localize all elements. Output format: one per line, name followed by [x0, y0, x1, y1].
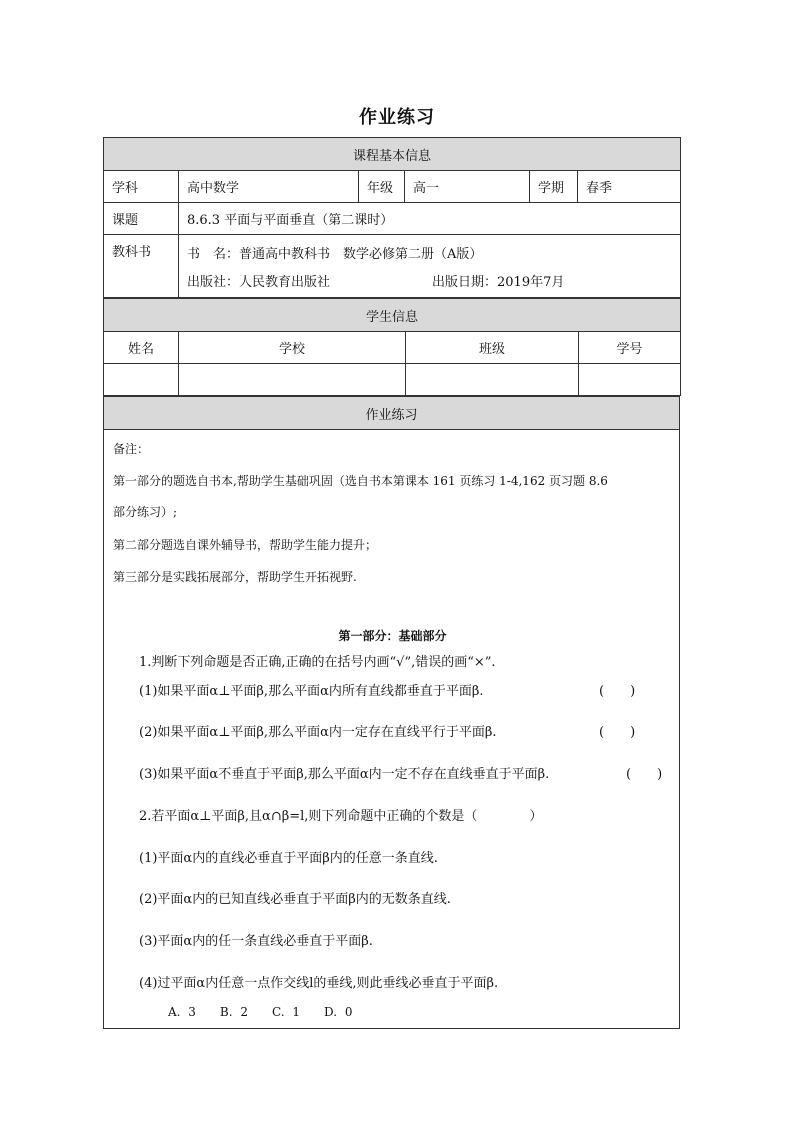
topic-label: 课题: [104, 203, 179, 235]
note-line-4: 第三部分是实践拓展部分，帮助学生开拓视野.: [113, 570, 357, 584]
student-info-header: 学生信息: [104, 299, 681, 332]
publish-date: 出版日期：2019年7月: [432, 274, 565, 290]
student-info-table: [103, 298, 681, 396]
course-info-header: 课程基本信息: [104, 138, 681, 171]
topic-value: 8.6.3 平面与平面垂直（第二课时）: [179, 203, 681, 235]
note-line-2: 部分练习）;: [113, 505, 178, 519]
q2-item-2: (2)平面α内的已知直线必垂直于平面β内的无数条直线.: [139, 892, 451, 907]
school-field[interactable]: [179, 364, 406, 396]
subject-label: 学科: [104, 171, 179, 203]
q1-item-3: (3)如果平面α不垂直于平面β,那么平面α内一定不存在直线垂直于平面β.: [139, 767, 550, 782]
note-heading: 备注：: [113, 442, 150, 456]
subject-value: 高中数学: [179, 171, 359, 203]
publisher: 出版社：人民教育出版社: [187, 274, 331, 290]
q2-item-3: (3)平面α内的任一条直线必垂直于平面β.: [139, 934, 373, 949]
q1-answer-bracket-2[interactable]: ( ): [599, 725, 636, 740]
homework-header: 作业练习: [104, 397, 680, 430]
q2-item-1: (1)平面α内的直线必垂直于平面β内的任意一条直线.: [139, 851, 438, 866]
textbook-info: [179, 235, 681, 298]
book-name: 书 名：普通高中教科书 数学必修第二册（A版）: [187, 246, 483, 262]
q2-item-4: (4)过平面α内任意一点作交线l的垂线,则此垂线必垂直于平面β.: [139, 976, 499, 991]
q1-stem: 1.判断下列命题是否正确,正确的在括号内画“√”,错误的画“×”.: [139, 655, 496, 670]
term-value: 春季: [578, 171, 681, 203]
q1-item-2: (2)如果平面α⊥平面β,那么平面α内一定存在直线平行于平面β.: [139, 725, 497, 740]
col-school: 学校: [179, 332, 406, 364]
name-field[interactable]: [104, 364, 179, 396]
course-info-table: [103, 137, 681, 298]
q2-options: A. 3 B. 2 C. 1 D. 0: [168, 1005, 353, 1019]
q1-answer-bracket-3[interactable]: ( ): [626, 767, 663, 782]
homework-table: [103, 396, 680, 1029]
homework-body: [104, 430, 680, 1029]
note-line-3: 第二部分题选自课外辅导书，帮助学生能力提升；: [113, 538, 378, 552]
col-name: 姓名: [104, 332, 179, 364]
note-line-1: 第一部分的题选自书本,帮助学生基础巩固（选自书本第课本 161 页练习 1-4,162 页习题 8.6: [113, 474, 608, 488]
part1-title: 第一部分：基础部分: [338, 629, 447, 643]
col-class: 班级: [406, 332, 579, 364]
grade-label: 年级: [359, 171, 405, 203]
term-label: 学期: [530, 171, 578, 203]
student-id-field[interactable]: [579, 364, 681, 396]
q2-stem: 2.若平面α⊥平面β,且α∩β=l,则下列命题中正确的个数是（ ）: [139, 809, 543, 824]
textbook-label: 教科书: [104, 235, 179, 298]
page-title: 作业练习: [359, 107, 435, 128]
grade-value: 高一: [405, 171, 530, 203]
homework-sheet: [103, 137, 680, 1029]
q1-answer-bracket-1[interactable]: ( ): [599, 684, 636, 699]
col-student-id: 学号: [579, 332, 681, 364]
class-field[interactable]: [406, 364, 579, 396]
q1-item-1: (1)如果平面α⊥平面β,那么平面α内所有直线都垂直于平面β.: [139, 684, 484, 699]
